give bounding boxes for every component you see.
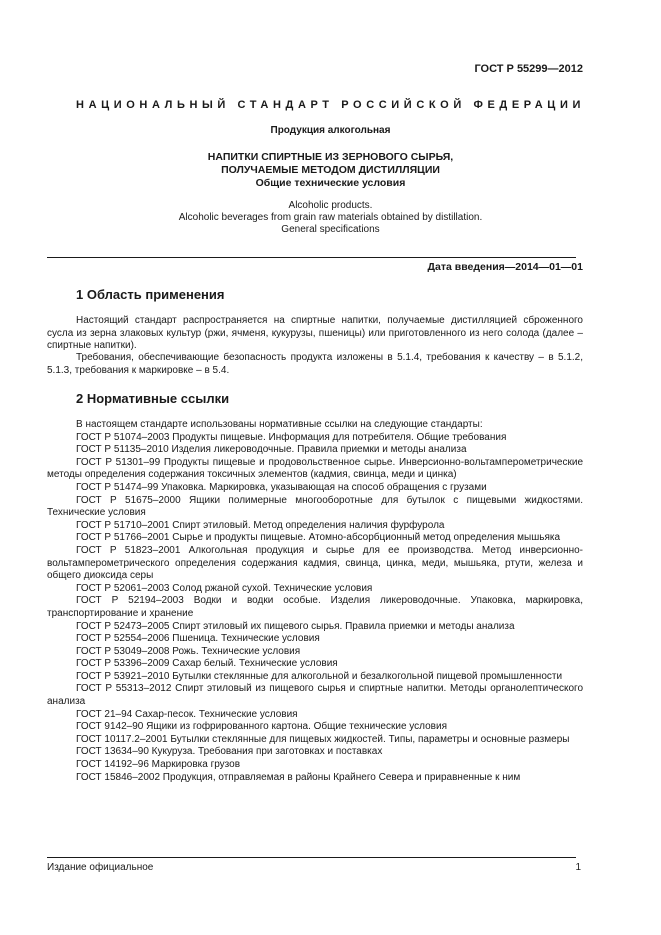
title-line-3: Общие технические условия <box>255 177 406 189</box>
product-group: Продукция алкогольная <box>270 125 391 136</box>
footer-divider <box>47 857 576 858</box>
reference-item: ГОСТ Р 52554–2006 Пшеница. Технические условия <box>76 633 320 645</box>
references-list <box>47 419 583 784</box>
reference-item: ГОСТ Р 51823–2001 Алкогольная продукция и сырье для ее производства. Метод инверсионно-вольтамперометрического определения содержания кадмия, свинца, цинка, меди, мышьяка, ртути, железа и общего диоксида серы <box>47 544 583 582</box>
english-title-line-2: Alcoholic beverages from grain raw materials obtained by distillation. <box>178 212 483 223</box>
reference-item: ГОСТ 13634–90 Кукуруза. Требования при заготовках и поставках <box>76 746 383 758</box>
header-divider <box>47 257 576 258</box>
reference-item: ГОСТ Р 51074–2003 Продукты пищевые. Информация для потребителя. Общие требования <box>76 431 507 443</box>
section-1-paragraph-1 <box>47 315 583 353</box>
reference-item: ГОСТ 21–94 Сахар-песок. Технические условия <box>76 708 298 720</box>
reference-item: ГОСТ Р 52473–2005 Спирт этиловый их пищевого сырья. Правила приемки и методы анализа <box>76 620 515 632</box>
title-line-2: ПОЛУЧАЕМЫЕ МЕТОДОМ ДИСТИЛЛЯЦИИ <box>221 164 440 176</box>
edition-label: Издание официальное <box>47 862 154 873</box>
reference-item: ГОСТ Р 53921–2010 Бутылки стеклянные для алкогольной и безалкогольной пищевой промышленности <box>76 670 563 682</box>
reference-item: ГОСТ Р 51675–2000 Ящики полимерные многооборотные для бутылок с пищевыми жидкостями. Технические условия <box>47 494 583 519</box>
reference-item: ГОСТ Р 51135–2010 Изделия ликероводочные. Правила приемки и методы анализа <box>76 444 467 456</box>
reference-item: ГОСТ Р 51766–2001 Сырье и продукты пищевые. Атомно-абсорбционный метод определения мышьяка <box>76 532 561 544</box>
paragraph-text: Настоящий стандарт распространяется на спиртные напитки, получаемые дистилляцией сброженного сусла из зерна злаковых культур (ржи, ячменя, кукурузы, пшеницы) или приготовленного из него солода (далее – спиртные напитки). <box>47 315 583 351</box>
references-intro: В настоящем стандарте использованы нормативные ссылки на следующие стандарты: <box>76 419 483 430</box>
reference-item: ГОСТ 9142–90 Ящики из гофрированного картона. Общие технические условия <box>76 721 447 733</box>
reference-item: ГОСТ 15846–2002 Продукция, отправляемая в районы Крайнего Севера и приравненные к ним <box>76 771 521 783</box>
paragraph-text: Требования, обеспечивающие безопасность продукта изложены в 5.1.4, требования к качеству – в 5.1.2, 5.1.3, требования к маркировке – в 5.4. <box>47 352 583 376</box>
reference-item: ГОСТ Р 52061–2003 Солод ржаной сухой. Технические условия <box>76 582 373 594</box>
effective-date: Дата введения—2014—01—01 <box>427 261 583 273</box>
reference-item: ГОСТ Р 53049–2008 Рожь. Технические условия <box>76 645 301 657</box>
english-title <box>0 200 661 236</box>
title-line-1: НАПИТКИ СПИРТНЫЕ ИЗ ЗЕРНОВОГО СЫРЬЯ, <box>207 151 454 163</box>
national-standard-banner: НАЦИОНАЛЬНЫЙ СТАНДАРТ РОССИЙСКОЙ ФЕДЕРАЦИИ <box>76 99 585 111</box>
reference-item: ГОСТ Р 51474–99 Упаковка. Маркировка, указывающая на способ обращения с грузами <box>76 481 487 493</box>
reference-item: ГОСТ Р 51301–99 Продукты пищевые и продовольственное сырье. Инверсионно-вольтамперометрические методы определения содержания токсичных элементов (кадмия, свинца, меди и цинка) <box>47 456 583 481</box>
section-1-paragraph-2 <box>47 352 583 377</box>
document-title <box>0 151 661 190</box>
english-title-line-1: Alcoholic products. <box>288 200 373 211</box>
english-title-line-3: General specifications <box>281 224 380 235</box>
reference-item: ГОСТ Р 52194–2003 Водки и водки особые. Изделия ликероводочные. Упаковка, маркировка, транспортирование и хранение <box>47 595 583 619</box>
reference-item: ГОСТ Р 53396–2009 Сахар белый. Технические условия <box>76 658 338 670</box>
section-2-heading: 2 Нормативные ссылки <box>76 391 230 406</box>
reference-item: ГОСТ Р 55313–2012 Спирт этиловый из пищевого сырья и спиртные напитки. Методы органолептического анализа <box>47 683 583 708</box>
page-number: 1 <box>575 862 581 873</box>
section-1-heading: 1 Область применения <box>76 287 225 302</box>
reference-item: ГОСТ 14192–96 Маркировка грузов <box>76 759 241 771</box>
reference-item: ГОСТ Р 51710–2001 Спирт этиловый. Метод определения наличия фурфурола <box>76 519 445 531</box>
reference-item: ГОСТ 10117.2–2001 Бутылки стеклянные для пищевых жидкостей. Типы, параметры и основные размеры <box>76 733 570 745</box>
standard-id: ГОСТ Р 55299—2012 <box>474 63 583 75</box>
